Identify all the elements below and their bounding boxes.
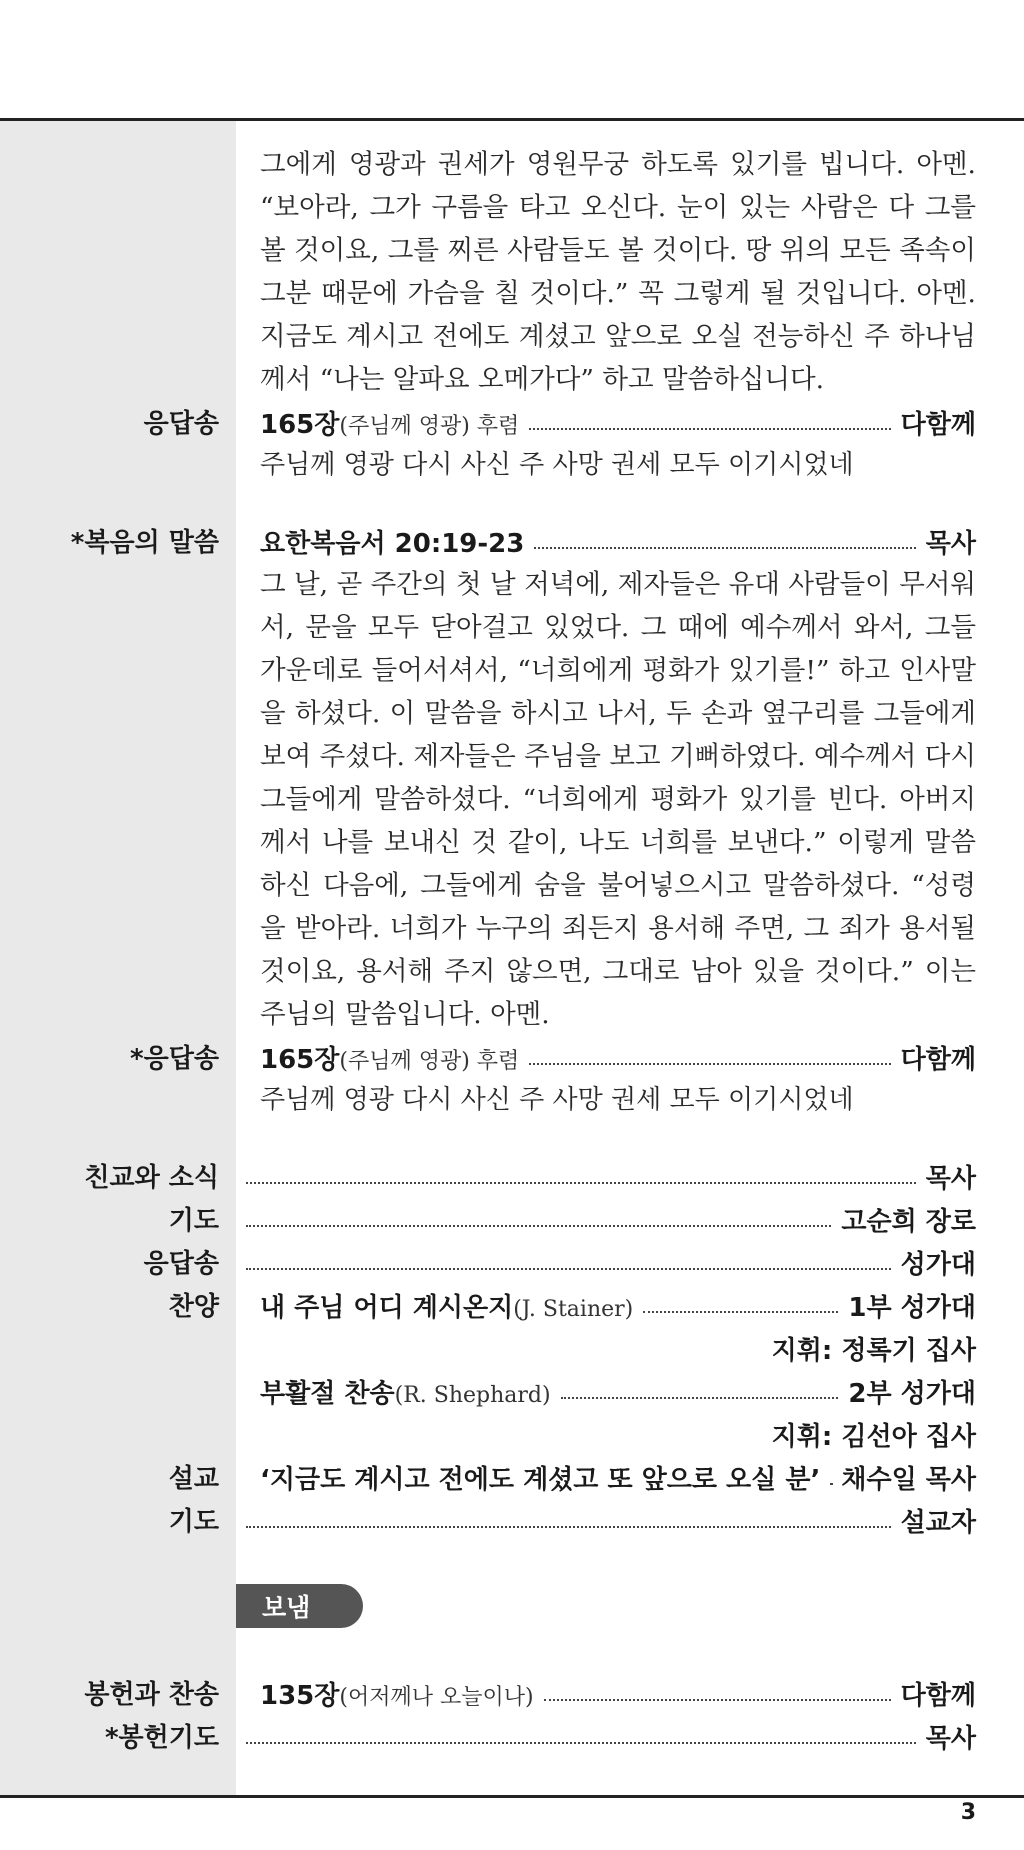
dotted-leader	[534, 547, 915, 549]
fellowship-label: 친교와 소식	[84, 1163, 219, 1193]
hymn-number: 135장	[260, 1681, 340, 1711]
fellowship-leader	[236, 1155, 976, 1198]
sermon-leader	[260, 1456, 976, 1499]
anthem-first-leader	[260, 1284, 976, 1327]
performer: 다함께	[900, 1681, 976, 1711]
conductor-name: 지휘: 김선아 집사	[771, 1422, 976, 1452]
sermon-row	[0, 1456, 1024, 1499]
reading-continuation	[0, 121, 1024, 401]
prayer-by: 고순희 장로	[841, 1207, 976, 1237]
anthem-title: 내 주님 어디 계시온지	[260, 1293, 514, 1323]
response-song-leader	[260, 1036, 976, 1079]
gospel-reader: 목사	[925, 529, 976, 559]
anthem-row	[0, 1370, 1024, 1413]
bottom-rule	[0, 1795, 1024, 1798]
offering-row	[0, 1672, 1024, 1715]
reading-text: 그에게 영광과 권세가 영원무궁 하도록 있기를 빕니다. 아멘. “보아라, 그가 구름을 타고 오신다. 눈이 있는 사람은 다 그를 볼 것이요, 그를 찌른 사람들도 볼 것이다. 땅 위의 모든 족속이 그분 때문에 가슴을 칠 것이다.” 꼭 그렇게 될 것입니다. 아멘. 지금도 계시고 전에도 계셨고 앞으로 오실 전능하신 주 하나님께서 “나는 알파요 오메가다” 하고 말씀하십니다.	[260, 149, 976, 395]
offering-label: 봉헌과 찬송	[84, 1680, 219, 1710]
response-song-label: *응답송	[130, 1044, 219, 1074]
offering-prayer-leader	[236, 1715, 976, 1758]
page-number: 3	[960, 1800, 976, 1825]
prayer-label: 기도	[168, 1507, 219, 1537]
offering-prayer-label: *봉헌기도	[104, 1723, 219, 1753]
response-by: 성가대	[900, 1250, 976, 1280]
dotted-leader	[643, 1311, 838, 1313]
response-song-row	[0, 1036, 1024, 1079]
hymn-lyrics: 주님께 영광 다시 사신 주 사망 권세 모두 이기시었네	[260, 1085, 854, 1115]
prayer-label: 기도	[168, 1206, 219, 1236]
anthem-composer: (J. Stainer)	[513, 1297, 634, 1322]
dotted-leader	[529, 1063, 890, 1065]
response-song-leader	[260, 401, 976, 444]
response-song-leader	[236, 1241, 976, 1284]
hymn-lyrics: 주님께 영광 다시 사신 주 사망 권세 모두 이기시었네	[260, 450, 854, 480]
response-song-row	[0, 1241, 1024, 1284]
gospel-row	[0, 520, 1024, 563]
conductor-row	[0, 1413, 1024, 1456]
prayer-row	[0, 1198, 1024, 1241]
dotted-leader	[246, 1742, 916, 1744]
gospel-label: *복음의 말씀	[70, 528, 219, 558]
anthem-row	[0, 1284, 1024, 1327]
hymn-title: (어저께나 오늘이나)	[339, 1685, 534, 1710]
dotted-leader	[830, 1483, 831, 1485]
fellowship-row	[0, 1155, 1024, 1198]
response-song-label: 응답송	[143, 409, 219, 439]
response-song-row	[0, 401, 1024, 444]
dotted-leader	[529, 428, 890, 430]
sermon-label: 설교	[168, 1464, 219, 1494]
gospel-reference: 요한복음서 20:19-23	[260, 529, 525, 559]
anthem-title: 부활절 찬송	[260, 1379, 395, 1409]
anthem-choir: 1부 성가대	[848, 1293, 976, 1323]
performer: 다함께	[900, 1045, 976, 1075]
hymn-title: (주님께 영광) 후렴	[339, 1049, 520, 1074]
dotted-leader	[561, 1397, 839, 1399]
section-tab-block	[0, 1542, 1024, 1672]
prayer-by: 설교자	[900, 1508, 976, 1538]
prayer-row	[0, 1499, 1024, 1542]
prayer-leader	[236, 1198, 976, 1241]
conductor-name: 지휘: 정록기 집사	[771, 1336, 976, 1366]
dotted-leader	[246, 1268, 891, 1270]
dotted-leader	[246, 1526, 891, 1528]
gospel-text: 그 날, 곧 주간의 첫 날 저녁에, 제자들은 유대 사람들이 무서워서, 문을 모두 닫아걸고 있었다. 그 때에 예수께서 와서, 그들 가운데로 들어서셔서, “너희에게 평화가 있기를!” 하고 인사말을 하셨다. 이 말씀을 하시고 나서, 두 손과 옆구리를 그들에게 보여 주셨다. 제자들은 주님을 보고 기뻐하였다. 예수께서 다시 그들에게 말씀하셨다. “너희에게 평화가 있기를 빈다. 아버지께서 나를 보내신 것 같이, 나도 너희를 보낸다.” 이렇게 말씀하신 다음에, 그들에게 숨을 불어넣으시고 말씀하셨다. “성령을 받아라. 너희가 누구의 죄든지 용서해 주면, 그 죄가 용서될 것이요, 용서해 주지 않으면, 그대로 남아 있을 것이다.” 이는 주님의 말씀입니다. 아멘.	[260, 569, 976, 1030]
anthem-choir: 2부 성가대	[848, 1379, 976, 1409]
anthem-second-leader	[260, 1370, 976, 1413]
hymn-number: 165장	[260, 410, 340, 440]
bulletin-content	[0, 121, 1024, 1758]
offering-prayer-by: 목사	[925, 1724, 976, 1754]
fellowship-by: 목사	[925, 1164, 976, 1194]
offering-leader	[260, 1672, 976, 1715]
response-song-label: 응답송	[143, 1249, 219, 1279]
dotted-leader	[246, 1225, 831, 1227]
dotted-leader	[246, 1182, 916, 1184]
anthem-label: 찬양	[168, 1292, 219, 1322]
section-tab: 보냄	[236, 1584, 363, 1628]
offering-prayer-row	[0, 1715, 1024, 1758]
dotted-leader	[544, 1699, 891, 1701]
hymn-number: 165장	[260, 1045, 340, 1075]
hymn-title: (주님께 영광) 후렴	[339, 414, 520, 439]
conductor-row	[0, 1327, 1024, 1370]
sermon-title: ‘지금도 계시고 전에도 계셨고 또 앞으로 오실 분’	[260, 1465, 821, 1495]
performer: 다함께	[900, 410, 976, 440]
sermon-preacher: 채수일 목사	[841, 1465, 976, 1495]
prayer-leader	[236, 1499, 976, 1542]
anthem-composer: (R. Shephard)	[394, 1383, 551, 1408]
gospel-leader	[260, 520, 976, 563]
